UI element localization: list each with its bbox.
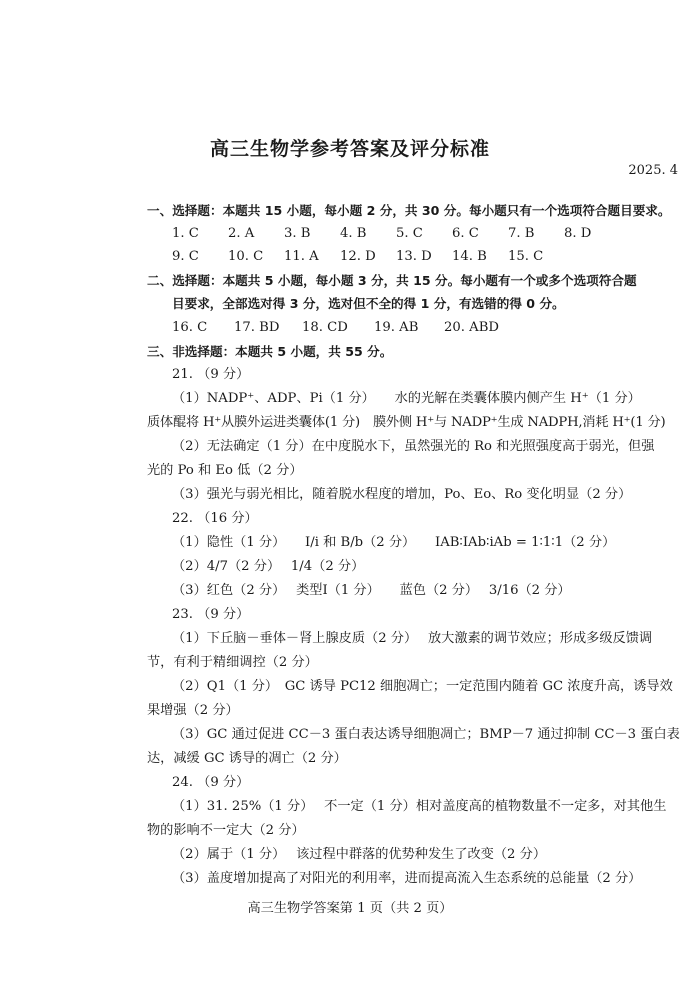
q21-line: （2）无法确定（1 分）在中度脱水下，虽然强光的 Ro 和光照强度高于弱光，但强 bbox=[172, 439, 655, 454]
answer-16: 16. C bbox=[172, 320, 208, 335]
answer-11: 11. A bbox=[284, 249, 319, 264]
section2-answers bbox=[172, 319, 514, 337]
section1-heading: 一、选择题：本题共 15 小题，每小题 2 分，共 30 分。每小题只有一个选项符合题目要求。 bbox=[147, 203, 671, 218]
q24-line: （2）属于（1 分） 该过程中群落的优势种发生了改变（2 分） bbox=[172, 847, 547, 862]
answer-12: 12. D bbox=[340, 249, 376, 264]
q23-line: （1）下丘脑－垂体－肾上腺皮质（2 分） 放大激素的调节效应；形成多级反馈调 bbox=[172, 631, 653, 646]
answer-5: 5. C bbox=[396, 226, 423, 241]
q24-line: 物的影响不一定大（2 分） bbox=[147, 823, 305, 838]
q24-heading: 24. （9 分） bbox=[172, 775, 250, 790]
answer-19: 19. AB bbox=[374, 320, 419, 335]
q23-line: （3）GC 通过促进 CC－3 蛋白表达诱导细胞凋亡；BMP－7 通过抑制 CC－3 蛋白表 bbox=[172, 727, 680, 742]
q23-heading: 23. （9 分） bbox=[172, 607, 250, 622]
exam-date: 2025. 4 bbox=[628, 163, 678, 178]
answer-8: 8. D bbox=[564, 226, 592, 241]
q22-line: （3）红色（2 分） 类型Ⅰ（1 分） 蓝色（2 分） 3/16（2 分） bbox=[172, 583, 571, 598]
q24-line: （1）31. 25%（1 分） 不一定（1 分）相对盖度高的植物数量不一定多，对其他生 bbox=[172, 799, 667, 814]
answer-17: 17. BD bbox=[234, 320, 280, 335]
answer-6: 6. C bbox=[452, 226, 479, 241]
answer-4: 4. B bbox=[340, 226, 367, 241]
answer-7: 7. B bbox=[508, 226, 535, 241]
section2-heading: 二、选择题：本题共 5 小题，每小题 3 分，共 15 分。每小题有一个或多个选项符合题 bbox=[147, 273, 637, 288]
page-title: 高三生物学参考答案及评分标准 bbox=[209, 138, 490, 160]
answer-3: 3. B bbox=[284, 226, 311, 241]
answer-9: 9. C bbox=[172, 249, 199, 264]
q24-line: （3）盖度增加提高了对阳光的利用率，进而提高流入生态系统的总能量（2 分） bbox=[172, 871, 642, 886]
answer-15: 15. C bbox=[508, 249, 544, 264]
answer-1: 1. C bbox=[172, 226, 199, 241]
answer-2: 2. A bbox=[228, 226, 255, 241]
q21-heading: 21. （9 分） bbox=[172, 367, 250, 382]
q22-heading: 22. （16 分） bbox=[172, 511, 258, 526]
answer-13: 13. D bbox=[396, 249, 432, 264]
section1-answers-row2 bbox=[172, 248, 564, 266]
q22-line: （2）4/7（2 分） 1/4（2 分） bbox=[172, 559, 365, 574]
page-footer: 高三生物学答案第 1 页（共 2 页） bbox=[247, 901, 453, 916]
section1-answers-row1 bbox=[172, 225, 620, 243]
q21-line: 光的 Po 和 Eo 低（2 分） bbox=[147, 463, 303, 478]
answer-10: 10. C bbox=[228, 249, 264, 264]
q22-line: （1）隐性（1 分） I/i 和 B/b（2 分） IAB∶IAb∶iAb = 1∶1∶1（2 分） bbox=[172, 535, 616, 550]
q21-line: （3）强光与弱光相比，随着脱水程度的增加，Po、Eo、Ro 变化明显（2 分） bbox=[172, 487, 632, 502]
q23-line: 达，减缓 GC 诱导的凋亡（2 分） bbox=[147, 751, 347, 766]
q21-line: 质体醌将 H⁺从膜外运进类囊体(1 分) 膜外侧 H⁺与 NADP⁺生成 NADPH,消耗 H⁺(1 分) bbox=[147, 415, 666, 430]
section3-heading: 三、非选择题：本题共 5 小题，共 55 分。 bbox=[147, 344, 393, 359]
answer-18: 18. CD bbox=[302, 320, 348, 335]
answer-20: 20. ABD bbox=[444, 320, 499, 335]
section2-heading-cont: 目要求，全部选对得 3 分，选对但不全的得 1 分，有选错的得 0 分。 bbox=[172, 296, 565, 311]
q23-line: 果增强（2 分） bbox=[147, 703, 239, 718]
answer-14: 14. B bbox=[452, 249, 487, 264]
q23-line: 节，有利于精细调控（2 分） bbox=[147, 655, 318, 670]
q23-line: （2）Q1（1 分） GC 诱导 PC12 细胞凋亡；一定范围内随着 GC 浓度升高，诱导效 bbox=[172, 679, 673, 694]
q21-line: （1）NADP⁺、ADP、Pi（1 分） 水的光解在类囊体膜内侧产生 H⁺（1 分） bbox=[172, 391, 641, 406]
